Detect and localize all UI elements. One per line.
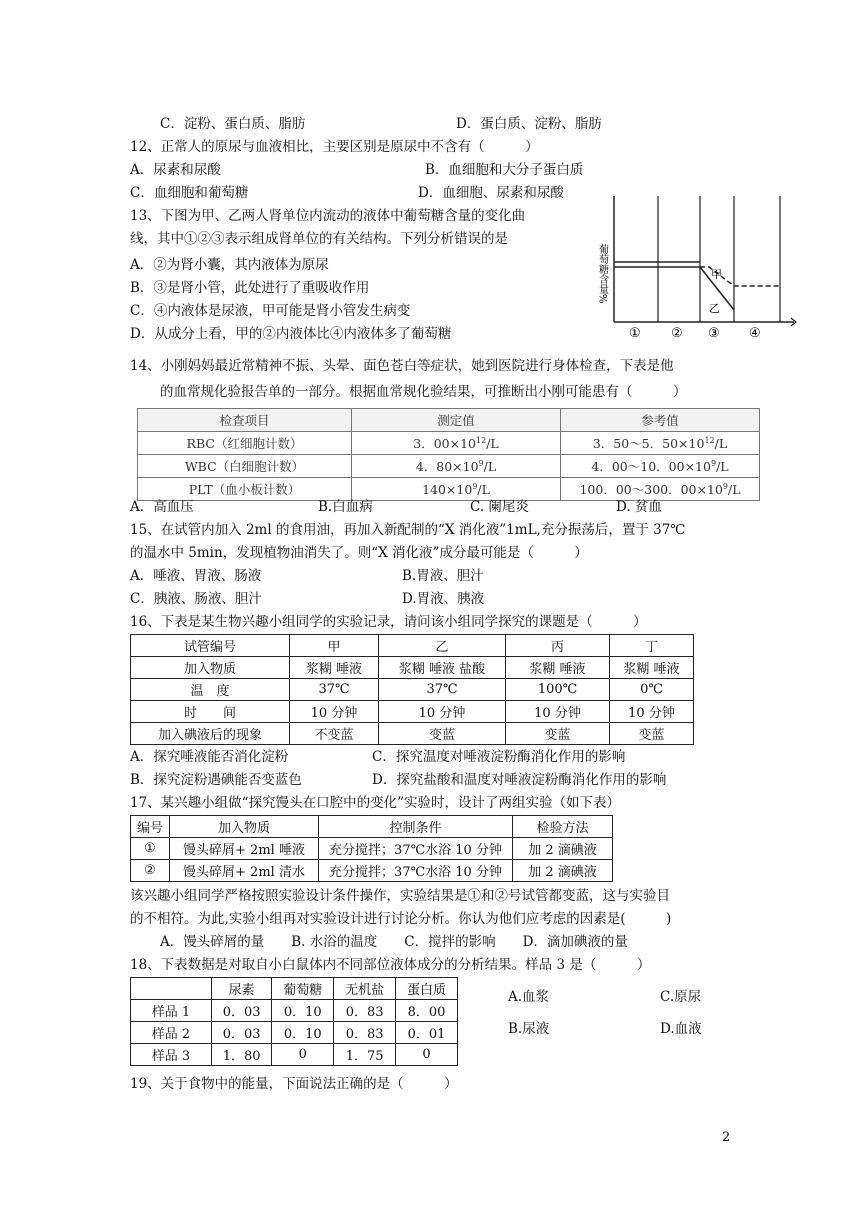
graph-x-1: ①: [629, 326, 641, 339]
q13-option-c: C．④内液体是尿液，甲可能是肾小管发生病变: [130, 303, 411, 319]
q16-experiment-table: [130, 634, 694, 745]
header-value: 测定值: [352, 409, 561, 432]
cell: 变蓝: [379, 723, 506, 745]
q15-stem-1: 15、在试管内加入 2ml 的食用油，再加入新配制的“X 消化液”1mL,充分振荡后，置于 37℃: [130, 522, 686, 538]
cell: 0．83: [334, 1022, 396, 1044]
table-row: [131, 723, 694, 745]
cell: 0．83: [334, 1000, 396, 1022]
graph-x-4: ④: [749, 326, 761, 339]
q17-text-2: 的不相符。为此,实验小组再对实验设计进行讨论分析。你认为他们应考虑的因素是( ): [130, 911, 672, 927]
q16-option-b: B．探究淀粉遇碘能否变蓝色: [130, 772, 302, 788]
q14-option-a: A．高血压: [130, 499, 194, 515]
cell: 加入物质: [131, 657, 290, 679]
cell: 10 分钟: [610, 701, 694, 723]
q13-stem-2: 线，其中①②③表示组成肾单位的有关结构。下列分析错误的是: [130, 231, 508, 247]
q15-option-a: A．唾液、胃液、肠液: [130, 568, 262, 584]
q17-options: A．馒头碎屑的量 B. 水浴的温度 C．搅拌的影响 D．滴加碘液的量: [160, 934, 628, 950]
cell: 葡萄糖: [272, 978, 334, 1000]
table-row: [131, 1044, 458, 1066]
cell: 控制条件: [319, 816, 513, 838]
q18-sample-table: [130, 977, 458, 1066]
cell: 甲: [290, 635, 379, 657]
cell: 变蓝: [610, 723, 694, 745]
table-row: [138, 478, 760, 501]
cell: 10 分钟: [290, 701, 379, 723]
table-row: [138, 432, 760, 455]
q14-option-d: D. 贫血: [616, 499, 662, 515]
q15-option-b: B.胃液、胆汁: [402, 568, 484, 584]
q15-option-c: C．胰液、肠液、胆汁: [130, 591, 262, 607]
q12-option-a: A．尿素和尿酸: [130, 162, 221, 178]
cell: 丙: [506, 635, 610, 657]
cell: 检验方法: [513, 816, 613, 838]
table-row: [131, 679, 694, 701]
table-row: [131, 838, 613, 860]
row-item: PLT（血小板计数）: [138, 478, 352, 501]
q13-stem-1: 13、下图为甲、乙两人肾单位内流动的液体中葡萄糖含量的变化曲: [130, 208, 526, 224]
cell: 加入物质: [170, 816, 319, 838]
table-row: [138, 455, 760, 478]
q12-option-c: C．血细胞和葡萄糖: [130, 185, 249, 201]
cell: 浆糊 唾液: [290, 657, 379, 679]
header-item: 检查项目: [138, 409, 352, 432]
series-label-yi: 乙: [709, 302, 720, 315]
cell: 浆糊 唾液: [506, 657, 610, 679]
table-row: [131, 635, 694, 657]
q16-option-c: C．探究温度对唾液淀粉酶消化作用的影响: [372, 749, 626, 765]
cell: 样品 2: [131, 1022, 212, 1044]
cell: 37℃: [379, 679, 506, 701]
cell: 0℃: [610, 679, 694, 701]
q15-option-d: D.胃液、胰液: [402, 591, 485, 607]
table-row: [131, 978, 458, 1000]
q16-option-d: D．探究盐酸和温度对唾液淀粉酶消化作用的影响: [372, 772, 667, 788]
cell: 浆糊 唾液: [610, 657, 694, 679]
table-row: [131, 701, 694, 723]
q12-option-b: B．血细胞和大分子蛋白质: [425, 162, 584, 178]
graph-x-3: ③: [708, 326, 720, 339]
row-item: RBC（红细胞计数）: [138, 432, 352, 455]
q14-option-b: B.白血病: [318, 499, 373, 515]
cell: 尿素: [212, 978, 272, 1000]
table-row: [131, 1000, 458, 1022]
cell: 8．00: [396, 1000, 458, 1022]
row-item: WBC（白细胞计数）: [138, 455, 352, 478]
cell: 加 2 滴碘液: [513, 838, 613, 860]
cell: 0．10: [272, 1000, 334, 1022]
cell: [131, 978, 212, 1000]
cell: 1．80: [212, 1044, 272, 1066]
row-value: $140\times 10^9/L$: [352, 478, 561, 501]
cell: ②: [131, 860, 170, 882]
q14-stem-2: 的血常规化验报告单的一部分。根据血常规化验结果，可推断出小刚可能患有（ ）: [160, 384, 687, 400]
q18-option-c: C.原尿: [660, 989, 702, 1005]
cell: 0．01: [396, 1022, 458, 1044]
cell: 蛋白质: [396, 978, 458, 1000]
table-row: [131, 860, 613, 882]
q12-option-d: D．血细胞、尿素和尿酸: [418, 185, 564, 201]
cell: 馒头碎屑+ 2ml 清水: [170, 860, 319, 882]
q18-option-d: D.血液: [660, 1021, 702, 1037]
cell: 试管编号: [131, 635, 290, 657]
cell: 加入碘液后的现象: [131, 723, 290, 745]
cell: 充分搅拌；37℃水浴 10 分钟: [319, 860, 513, 882]
cell: 馒头碎屑+ 2ml 唾液: [170, 838, 319, 860]
page-number: 2: [722, 1130, 731, 1145]
cell: 温 度: [131, 679, 290, 701]
q11-option-c: C．淀粉、蛋白质、脂肪: [160, 116, 306, 132]
cell: ①: [131, 838, 170, 860]
q14-stem-1: 14、小刚妈妈最近常精神不振、头晕、面色苍白等症状，她到医院进行身体检查，下表是他: [130, 358, 674, 374]
q19-stem: 19、关于食物中的能量，下面说法正确的是（ ）: [130, 1076, 458, 1092]
graph-x-2: ②: [671, 326, 683, 339]
cell: 100℃: [506, 679, 610, 701]
cell: 乙: [379, 635, 506, 657]
table-row: [131, 657, 694, 679]
cell: 编号: [131, 816, 170, 838]
q13-option-a: A．②为肾小囊，其内液体为原尿: [130, 257, 329, 273]
q14-blood-table: [137, 408, 760, 501]
table-row: [131, 816, 613, 838]
series-label-jia: 甲: [711, 268, 722, 281]
cell: 0．10: [272, 1022, 334, 1044]
cell: 0．03: [212, 1022, 272, 1044]
q16-option-a: A．探究唾液能否消化淀粉: [130, 749, 289, 765]
q13-option-b: B．③是肾小管，此处进行了重吸收作用: [130, 280, 370, 296]
cell: 时 间: [131, 701, 290, 723]
q18-option-b: B.尿液: [508, 1021, 550, 1037]
cell: 加 2 滴碘液: [513, 860, 613, 882]
row-reference: 4．00～10．$00\times 10^9/L$: [561, 455, 760, 478]
cell: 浆糊 唾液 盐酸: [379, 657, 506, 679]
graph-ylabel: 葡萄糖含量%: [596, 244, 608, 304]
q12-stem: 12、正常人的原尿与血液相比，主要区别是原尿中不含有（ ）: [130, 139, 539, 155]
cell: 10 分钟: [506, 701, 610, 723]
q13-glucose-graph: [594, 194, 799, 339]
q18-stem: 18、下表数据是对取自小白鼠体内不同部位液体成分的分析结果。样品 3 是（ ）: [130, 957, 651, 973]
q14-option-c: C. 阑尾炎: [470, 499, 529, 515]
cell: 样品 3: [131, 1044, 212, 1066]
cell: 0: [272, 1044, 334, 1066]
row-value: 3．$00\times 10^{12}/L$: [352, 432, 561, 455]
cell: 样品 1: [131, 1000, 212, 1022]
row-reference: 3．50～5．$50\times 10^{12}/L$: [561, 432, 760, 455]
q15-stem-2: 的温水中 5min，发现植物油消失了。则“X 消化液”成分最可能是（ ）: [130, 545, 588, 561]
q11-option-d: D．蛋白质、淀粉、脂肪: [456, 116, 602, 132]
cell: 0: [396, 1044, 458, 1066]
cell: 变蓝: [506, 723, 610, 745]
q17-stem: 17、某兴趣小组做“探究馒头在口腔中的变化”实验时，设计了两组实验（如下表）: [130, 795, 620, 811]
cell: 充分搅拌；37℃水浴 10 分钟: [319, 838, 513, 860]
table-row: [131, 1022, 458, 1044]
row-reference: 100．00～300．$00\times 10^9/L$: [561, 478, 760, 501]
q16-stem: 16、下表是某生物兴趣小组同学的实验记录，请问该小组同学探究的课题是（ ）: [130, 614, 647, 630]
cell: 不变蓝: [290, 723, 379, 745]
header-reference: 参考值: [561, 409, 760, 432]
q17-experiment-table: [130, 815, 613, 882]
cell: 1．75: [334, 1044, 396, 1066]
row-value: 4．$80\times 10^9/L$: [352, 455, 561, 478]
cell: 37℃: [290, 679, 379, 701]
q17-text-1: 该兴趣小组同学严格按照实验设计条件操作，实验结果是①和②号试管都变蓝，这与实验目: [130, 888, 670, 904]
cell: 丁: [610, 635, 694, 657]
cell: 0．03: [212, 1000, 272, 1022]
q13-option-d: D．从成分上看，甲的②内液体比④内液体多了葡萄糖: [130, 326, 452, 342]
cell: 无机盐: [334, 978, 396, 1000]
q18-option-a: A.血浆: [508, 989, 550, 1005]
cell: 10 分钟: [379, 701, 506, 723]
